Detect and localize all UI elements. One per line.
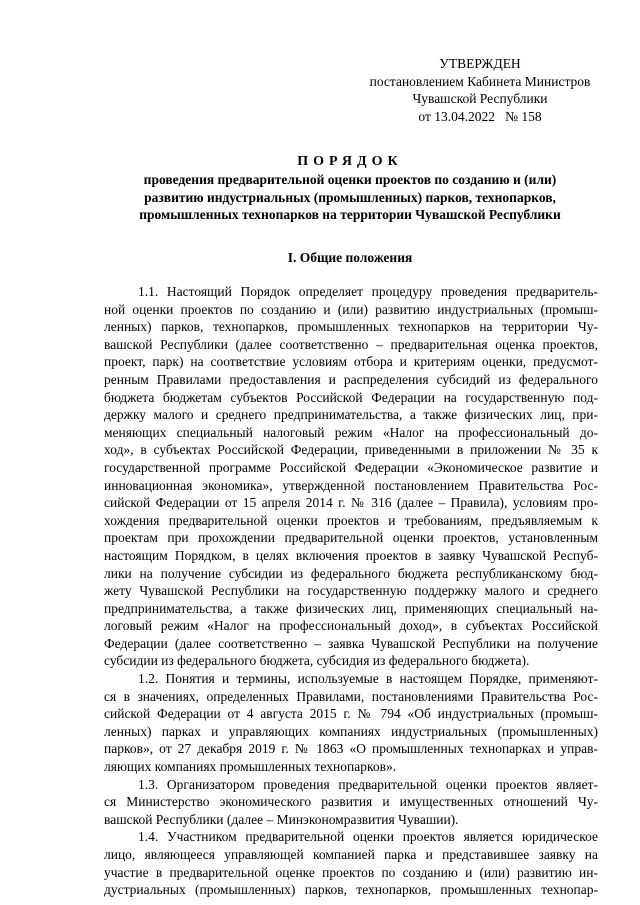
text-line: ся Министерство экономического развития и имущественных отношений Чу- bbox=[104, 794, 598, 810]
text-line: субсидии из федерального бюджета, субсидия из федерального бюджета). bbox=[104, 653, 530, 669]
text-line: ренным Правилами предоставления и распределения субсидий из федерального bbox=[104, 371, 598, 387]
text-line: 1.4. Участником предварительной оценки проектов является юридическое bbox=[138, 829, 598, 845]
text-line: жету Чувашской Республики на государственную поддержку малого и среднего bbox=[104, 583, 598, 599]
text-line: 1.2. Понятия и термины, используемые в настоящем Порядке, применяют- bbox=[138, 671, 598, 687]
text-line: лицо, являющееся управляющей компанией парка и представившее заявку на bbox=[104, 847, 598, 862]
text-line: бюджета бюджетам субъектов Российской Федерации на государственную под- bbox=[104, 389, 598, 405]
text-line: ся в значениях, определенных Правилами, постановлениями Правительства Рос- bbox=[104, 688, 598, 704]
text-line: сийской Федерации от 4 августа 2015 г. № 794 «Об индустриальных (промыш- bbox=[104, 706, 598, 722]
text-line: ленных) парков, технопарков, промышленных технопарков на территории Чу- bbox=[104, 319, 598, 335]
title-line: проведения предварительной оценки проектов по созданию и (или) bbox=[143, 172, 557, 187]
approval-republic: Чувашской Республики bbox=[412, 91, 548, 106]
text-line: ленных) парках и управляющих компаниях индустриальных (промышленных) bbox=[104, 723, 598, 739]
text-line: участие в предварительной оценке проектов по созданию и (или) развитию ин- bbox=[104, 864, 598, 880]
text-line: вашской Республики (далее – Минэкономразвития Чувашии). bbox=[104, 811, 459, 827]
text-line: инновационная экономика», утвержденной постановлением Правительства Рос- bbox=[104, 477, 598, 493]
text-line: хождения предварительной оценки проектов и требованиям, предъявляемым к bbox=[104, 512, 598, 528]
text-line: предпринимательства, а также физических лиц, применяющих специальный на- bbox=[104, 600, 598, 616]
approval-issuer: постановлением Кабинета Министров bbox=[369, 73, 591, 89]
document-title bbox=[100, 153, 600, 224]
text-line: держку малого и среднего предпринимательства, а также физических лиц, при- bbox=[104, 407, 598, 423]
body-text bbox=[104, 283, 598, 899]
text-line: парков», от 27 декабря 2019 г. № 1863 «О промышленных технопарках и управ- bbox=[104, 741, 598, 757]
text-line: государственной программе Российской Федерации «Экономическое развитие и bbox=[104, 459, 598, 475]
title-word: ПОРЯДОК bbox=[297, 154, 403, 169]
text-line: 1.1. Настоящий Порядок определяет процедуру проведения предваритель- bbox=[138, 284, 598, 299]
approval-date-number: от 13.04.2022 № 158 bbox=[418, 108, 542, 124]
text-line: дустриальных (промышленных) парков, технопарков, промышленных технопар- bbox=[104, 882, 598, 898]
approval-heading: УТВЕРЖДЕН bbox=[439, 56, 521, 71]
text-line: ход», в субъектах Российской Федерации, приведенными в приложении № 35 к bbox=[104, 442, 598, 458]
section-heading: I. Общие положения bbox=[287, 250, 413, 265]
text-line: логовый режим «Налог на профессиональный доход», в субъектах Российской bbox=[104, 618, 598, 634]
approval-stamp bbox=[355, 55, 605, 125]
text-line: вашской Республики (далее соответственно – предварительная оценка проектов, bbox=[104, 336, 598, 352]
text-line: Федерации (далее соответственно – заявка Чувашской Республики на получение bbox=[104, 635, 598, 651]
text-line: сийской Федерации от 15 апреля 2014 г. № 316 (далее – Правила), условиям про- bbox=[104, 495, 598, 511]
title-line: промышленных технопарков на территории Чувашской Республики bbox=[139, 207, 561, 222]
text-line: меняющих специальный налоговый режим «Налог на профессиональный до- bbox=[104, 424, 598, 440]
title-line: развитию индустриальных (промышленных) парков, технопарков, bbox=[144, 189, 556, 205]
text-line: проектам при прохождении предварительной оценки проектов, установленным bbox=[104, 530, 598, 546]
text-line: проект, парк) на соответствие условиям отбора и критериям оценки, предусмот- bbox=[104, 354, 598, 370]
text-line: лики на получение субсидии из федерального бюджета республиканскому бюд- bbox=[104, 565, 598, 581]
text-line: ляющих компаниях промышленных технопарков». bbox=[104, 759, 397, 775]
text-line: 1.3. Организатором проведения предварительной оценки проектов являет- bbox=[138, 776, 598, 792]
text-line: ной оценки проектов по созданию и (или) развитию индустриальных (промыш- bbox=[104, 301, 598, 317]
text-line: настоящим Порядком, в целях включения проектов в заявку Чувашской Респуб- bbox=[104, 547, 598, 563]
